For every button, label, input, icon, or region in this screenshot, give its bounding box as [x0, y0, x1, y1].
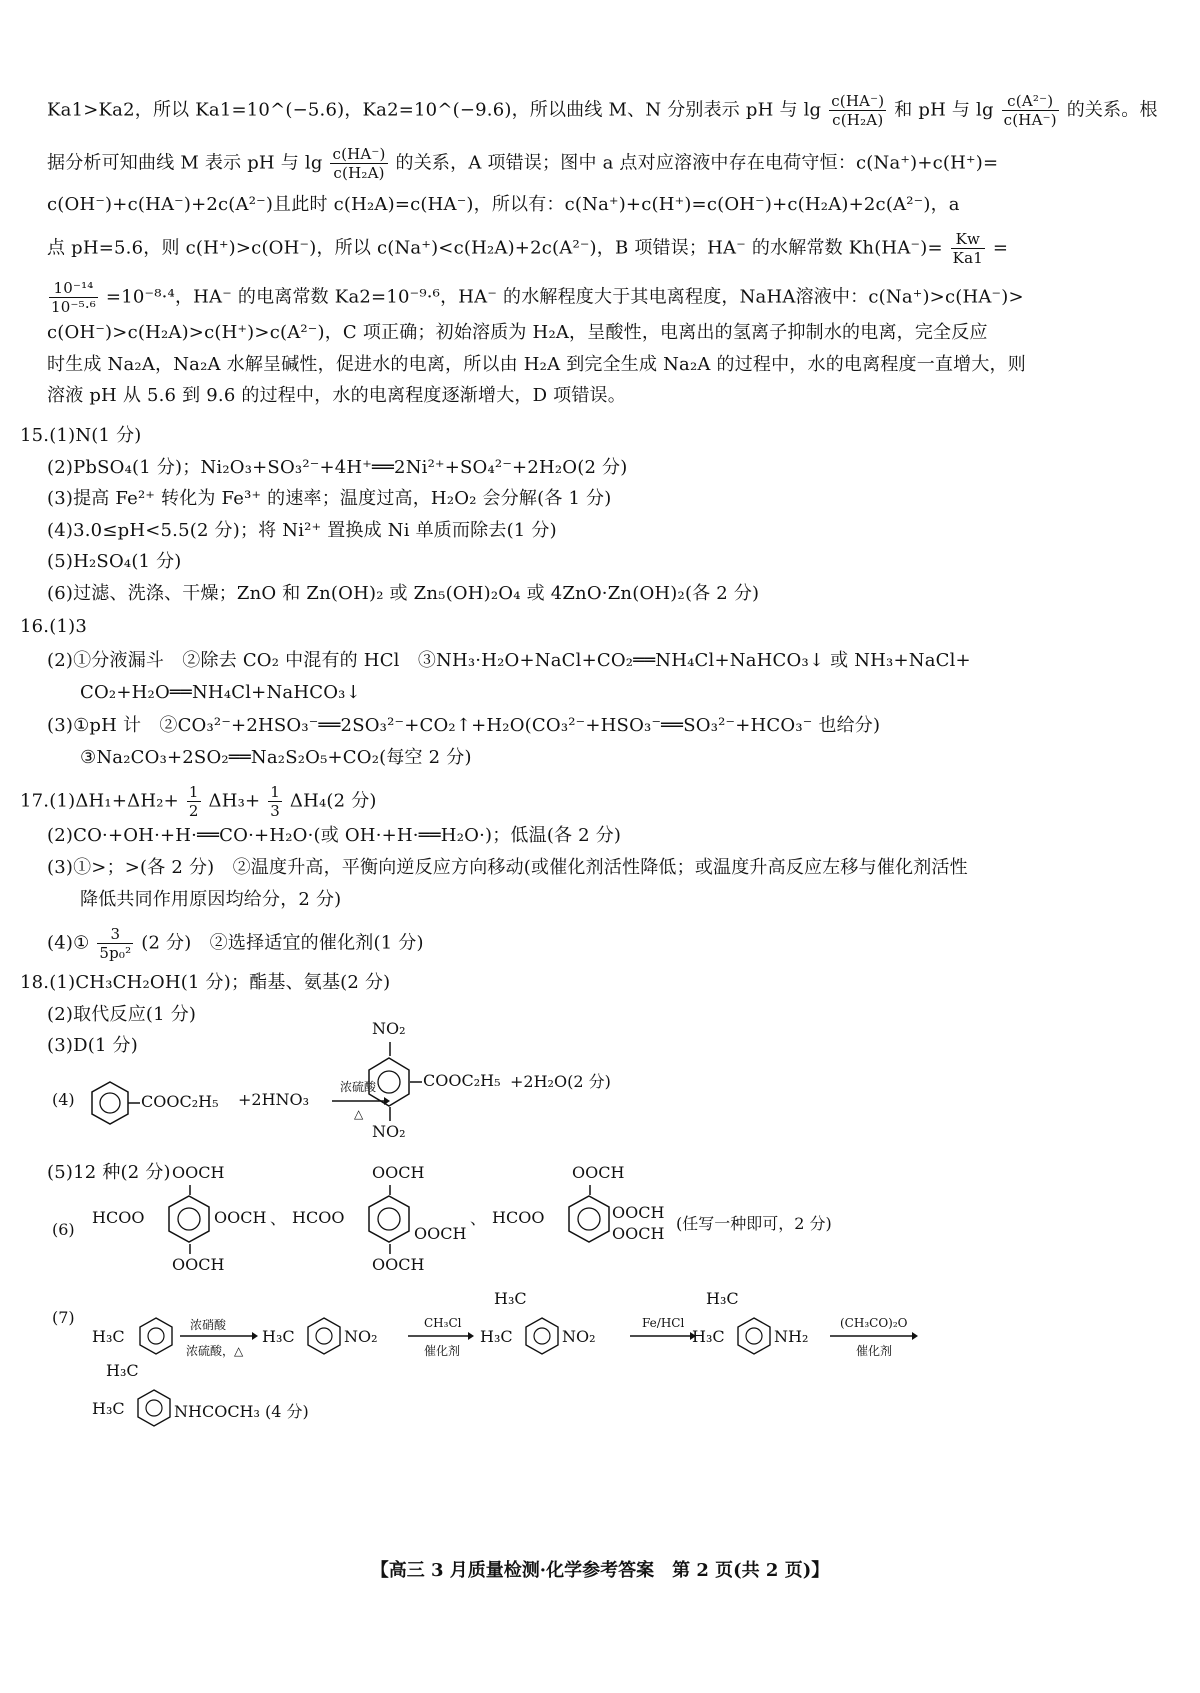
benzene-ring-icon	[138, 1316, 174, 1356]
q17-line-3: (3)①>；>(各 2 分) ②温度升高，平衡向逆反应方向移动(或催化剂活性降低；或温度升高反应左移与催化剂活性	[47, 857, 968, 878]
nitro-group-bottom: NO₂	[372, 1122, 406, 1141]
q14-line-1-text: Ka1>Ka2，所以 Ka1=10^(−5.6)，Ka2=10^(−9.6)，所以曲线 M、N 分别表示 pH 与 lg	[47, 99, 822, 121]
ester-group-label: COOC₂H₅	[141, 1092, 219, 1111]
reaction-arrow-icon	[180, 1332, 258, 1340]
q17-line-2: (2)CO·+OH·+H·══CO·+H₂O·(或 OH·+H·══H₂O·)；低温(各 2 分)	[47, 825, 622, 846]
fraction-3-over-5p0sq	[97, 925, 133, 962]
reagent-hno3: +2HNO₃	[238, 1090, 310, 1109]
q18-line-1: 18.(1)CH₃CH₂OH(1 分)；酯基、氨基(2 分)	[20, 972, 391, 993]
frac-den: 2	[188, 802, 199, 820]
frac-den: Ka1	[952, 249, 983, 267]
q16-line-5: ③Na₂CO₃+2SO₂══Na₂S₂O₅+CO₂(每空 2 分)	[80, 747, 472, 768]
benzene-ring-icon	[136, 1388, 172, 1428]
frac-den: c(H₂A)	[333, 164, 385, 182]
methyl-group: H₃C	[692, 1327, 725, 1346]
q18-part6-number: (6)	[52, 1220, 75, 1239]
nitro-group: NO₂	[344, 1327, 378, 1346]
bond-line	[389, 1042, 391, 1056]
isomer3-left-group: HCOO	[492, 1208, 545, 1227]
q14-line-8: 溶液 pH 从 5.6 到 9.6 的过程中，水的电离程度逐渐增大，D 项错误。	[47, 385, 626, 406]
q14-line-1	[47, 92, 1158, 129]
page-footer: 【高三 3 月质量检测·化学参考答案 第 2 页(共 2 页)】	[370, 1560, 830, 1581]
isomer3-right-group-2: OOCH	[612, 1224, 665, 1243]
ester-group-label-2: COOC₂H₅	[423, 1071, 501, 1090]
frac-num: 1	[188, 783, 199, 801]
isomer2-left-group: HCOO	[292, 1208, 345, 1227]
q14-line-4	[47, 230, 1008, 267]
q18-line-3: (3)D(1 分)	[47, 1035, 138, 1056]
q16-line-3: CO₂+H₂O══NH₄Cl+NaHCO₃↓	[80, 682, 361, 703]
q17-line-1-text: 17.(1)ΔH₁+ΔH₂+	[20, 790, 179, 812]
frac-num: c(HA⁻)	[332, 145, 386, 163]
bond-line	[410, 1081, 422, 1085]
frac-num: c(HA⁻)	[831, 92, 885, 110]
fraction-one-half	[187, 783, 201, 820]
q14-line-1-mid: 和 pH 与 lg	[894, 99, 994, 121]
q18-part6-note: (任写一种即可，2 分)	[676, 1214, 832, 1233]
methyl-group: H₃C	[480, 1327, 513, 1346]
reaction-arrow-icon	[408, 1332, 474, 1340]
q17-line-1	[20, 783, 377, 820]
frac-num: 3	[97, 925, 133, 944]
reagent-acetic-anhydride: (CH₃CO)₂O	[840, 1316, 908, 1330]
amino-group: NH₂	[774, 1327, 809, 1346]
condition-conc-h2so4: 浓硫酸	[340, 1080, 377, 1094]
separator: 、	[270, 1209, 287, 1228]
methyl-group-ortho: H₃C	[494, 1289, 527, 1308]
methyl-group-ortho: H₃C	[706, 1289, 739, 1308]
q15-line-5: (5)H₂SO₄(1 分)	[47, 551, 182, 572]
q15-line-3: (3)提高 Fe²⁺ 转化为 Fe³⁺ 的速率；温度过高，H₂O₂ 会分解(各 1 分)	[47, 488, 612, 509]
q17-line-5-text: (4)①	[47, 932, 90, 954]
condition-heat: △	[354, 1107, 364, 1121]
q18-line-2: (2)取代反应(1 分)	[47, 1004, 197, 1025]
q14-line-6: c(OH⁻)>c(H₂A)>c(H⁺)>c(A²⁻)，C 项正确；初始溶质为 H₂A，呈酸性，电离出的氢离子抑制水的电离，完全反应	[47, 322, 988, 343]
methyl-group-ortho: H₃C	[106, 1361, 139, 1380]
frac-den: c(H₂A)	[832, 111, 884, 129]
frac-num: 10⁻¹⁴	[49, 279, 98, 298]
isomer1-bottom-group: OOCH	[172, 1255, 225, 1274]
isomer3-top-group: OOCH	[572, 1163, 625, 1182]
q16-line-2: (2)①分液漏斗 ②除去 CO₂ 中混有的 HCl ③NH₃·H₂O+NaCl+CO₂══NH₄Cl+NaHCO₃↓ 或 NH₃+NaCl+	[47, 650, 971, 671]
nitro-group-top: NO₂	[372, 1019, 406, 1038]
frac-den: c(HA⁻)	[1003, 111, 1057, 129]
bond-line	[128, 1102, 140, 1106]
isomer2-top-group: OOCH	[372, 1163, 425, 1182]
q17-line-5-end: (2 分) ②选择适宜的催化剂(1 分)	[141, 932, 424, 954]
benzene-ring-icon	[90, 1080, 130, 1126]
fraction-kw-over-ka1	[951, 230, 985, 267]
benzene-ring-icon	[306, 1316, 342, 1356]
reagent-ch3cl: CH₃Cl	[424, 1316, 462, 1330]
q17-line-4: 降低共同作用原因均给分，2 分)	[80, 889, 342, 910]
methyl-group: H₃C	[92, 1327, 125, 1346]
q14-line-1-end: 的关系。根	[1066, 99, 1158, 121]
reaction-arrow-icon	[830, 1332, 918, 1340]
isomer2-right-group: OOCH	[414, 1224, 467, 1243]
frac-den: 3	[270, 802, 280, 820]
q17-line-1-mid: ΔH₃+	[208, 790, 261, 812]
condition-conc-h2so4-heat: 浓硫酸，△	[186, 1344, 244, 1358]
isomer1-right-group: OOCH	[214, 1208, 267, 1227]
benzene-ring-icon	[566, 1194, 612, 1244]
q14-line-5	[47, 279, 1024, 316]
q17-line-5	[47, 925, 424, 962]
frac-den: 10⁻⁵·⁶	[51, 298, 96, 316]
benzene-ring-icon	[366, 1194, 412, 1244]
reaction-arrow-icon	[630, 1332, 696, 1340]
q14-line-2-text: 据分析可知曲线 M 表示 pH 与 lg	[47, 152, 323, 174]
fraction-ha-over-h2a	[829, 92, 886, 129]
separator: 、	[470, 1209, 487, 1228]
q14-line-2	[47, 145, 998, 182]
benzene-ring-icon	[524, 1316, 560, 1356]
condition-catalyst: 催化剂	[856, 1344, 893, 1358]
fraction-one-third	[268, 783, 282, 820]
benzene-ring-icon	[166, 1194, 212, 1244]
bond-line	[189, 1244, 191, 1254]
q14-line-7: 时生成 Na₂A，Na₂A 水解呈碱性，促进水的电离，所以由 H₂A 到完全生成 Na₂A 的过程中，水的电离程度一直增大，则	[47, 354, 1026, 375]
frac-num: c(A²⁻)	[1002, 92, 1059, 111]
q16-line-4: (3)①pH 计 ②CO₃²⁻+2HSO₃⁻══2SO₃²⁻+CO₂↑+H₂O(CO₃²⁻+HSO₃⁻══SO₃²⁻+HCO₃⁻ 也给分)	[47, 715, 881, 736]
benzene-ring-icon	[366, 1056, 412, 1108]
condition-conc-hno3: 浓硝酸	[190, 1318, 227, 1332]
q18-part4-number: (4)	[52, 1090, 75, 1109]
isomer2-bottom-group: OOCH	[372, 1255, 425, 1274]
nitro-group: NO₂	[562, 1327, 596, 1346]
benzene-ring-icon	[736, 1316, 772, 1356]
frac-den: 5p₀²	[99, 944, 132, 962]
q18-line-5: (5)12 种(2 分)	[47, 1162, 171, 1183]
q14-line-2-end: 的关系，A 项错误；图中 a 点对应溶液中存在电荷守恒：c(Na⁺)+c(H⁺)=	[395, 152, 999, 174]
q14-line-4-text: 点 pH=5.6，则 c(H⁺)>c(OH⁻)，所以 c(Na⁺)<c(H₂A)+2c(A²⁻)，B 项错误；HA⁻ 的水解常数 Kh(HA⁻)=	[47, 237, 943, 259]
frac-num: Kw	[951, 230, 985, 249]
bond-line	[389, 1107, 391, 1121]
q17-line-1-end: ΔH₄(2 分)	[289, 790, 377, 812]
q15-line-1: 15.(1)N(1 分)	[20, 425, 142, 446]
fraction-power-ratio	[49, 279, 98, 316]
q15-line-4: (4)3.0≤pH<5.5(2 分)；将 Ni²⁺ 置换成 Ni 单质而除去(1 分)	[47, 520, 557, 541]
q14-line-5-text: =10⁻⁸·⁴，HA⁻ 的电离常数 Ka2=10⁻⁹·⁶，HA⁻ 的水解程度大于其电离程度，NaHA溶液中：c(Na⁺)>c(HA⁻)>	[105, 286, 1024, 308]
isomer1-left-group: HCOO	[92, 1208, 145, 1227]
frac-num: 1	[270, 783, 280, 801]
q14-line-4-eq: =	[992, 237, 1009, 259]
fraction-a2-over-ha	[1002, 92, 1059, 129]
bond-line	[389, 1244, 391, 1254]
q18-part7-number: (7)	[52, 1308, 75, 1327]
fraction-ha-over-h2a-2	[330, 145, 387, 182]
q15-line-6: (6)过滤、洗涤、干燥；ZnO 和 Zn(OH)₂ 或 Zn₅(OH)₂O₄ 或 4ZnO·Zn(OH)₂(各 2 分)	[47, 583, 760, 604]
q16-line-1: 16.(1)3	[20, 616, 87, 637]
product-water-score: +2H₂O(2 分)	[510, 1072, 611, 1091]
q14-line-3: c(OH⁻)+c(HA⁻)+2c(A²⁻)且此时 c(H₂A)=c(HA⁻)，所以有：c(Na⁺)+c(H⁺)=c(OH⁻)+c(H₂A)+2c(A²⁻)，a	[47, 194, 960, 215]
methyl-group: H₃C	[92, 1399, 125, 1418]
isomer1-top-group: OOCH	[172, 1163, 225, 1182]
reagent-fe-hcl: Fe/HCl	[642, 1316, 685, 1330]
q15-line-2: (2)PbSO₄(1 分)；Ni₂O₃+SO₃²⁻+4H⁺══2Ni²⁺+SO₄²⁻+2H₂O(2 分)	[47, 457, 628, 478]
isomer3-right-group-1: OOCH	[612, 1203, 665, 1222]
methyl-group: H₃C	[262, 1327, 295, 1346]
condition-catalyst: 催化剂	[424, 1344, 461, 1358]
final-product-acetanilide: NHCOCH₃ (4 分)	[174, 1402, 309, 1421]
